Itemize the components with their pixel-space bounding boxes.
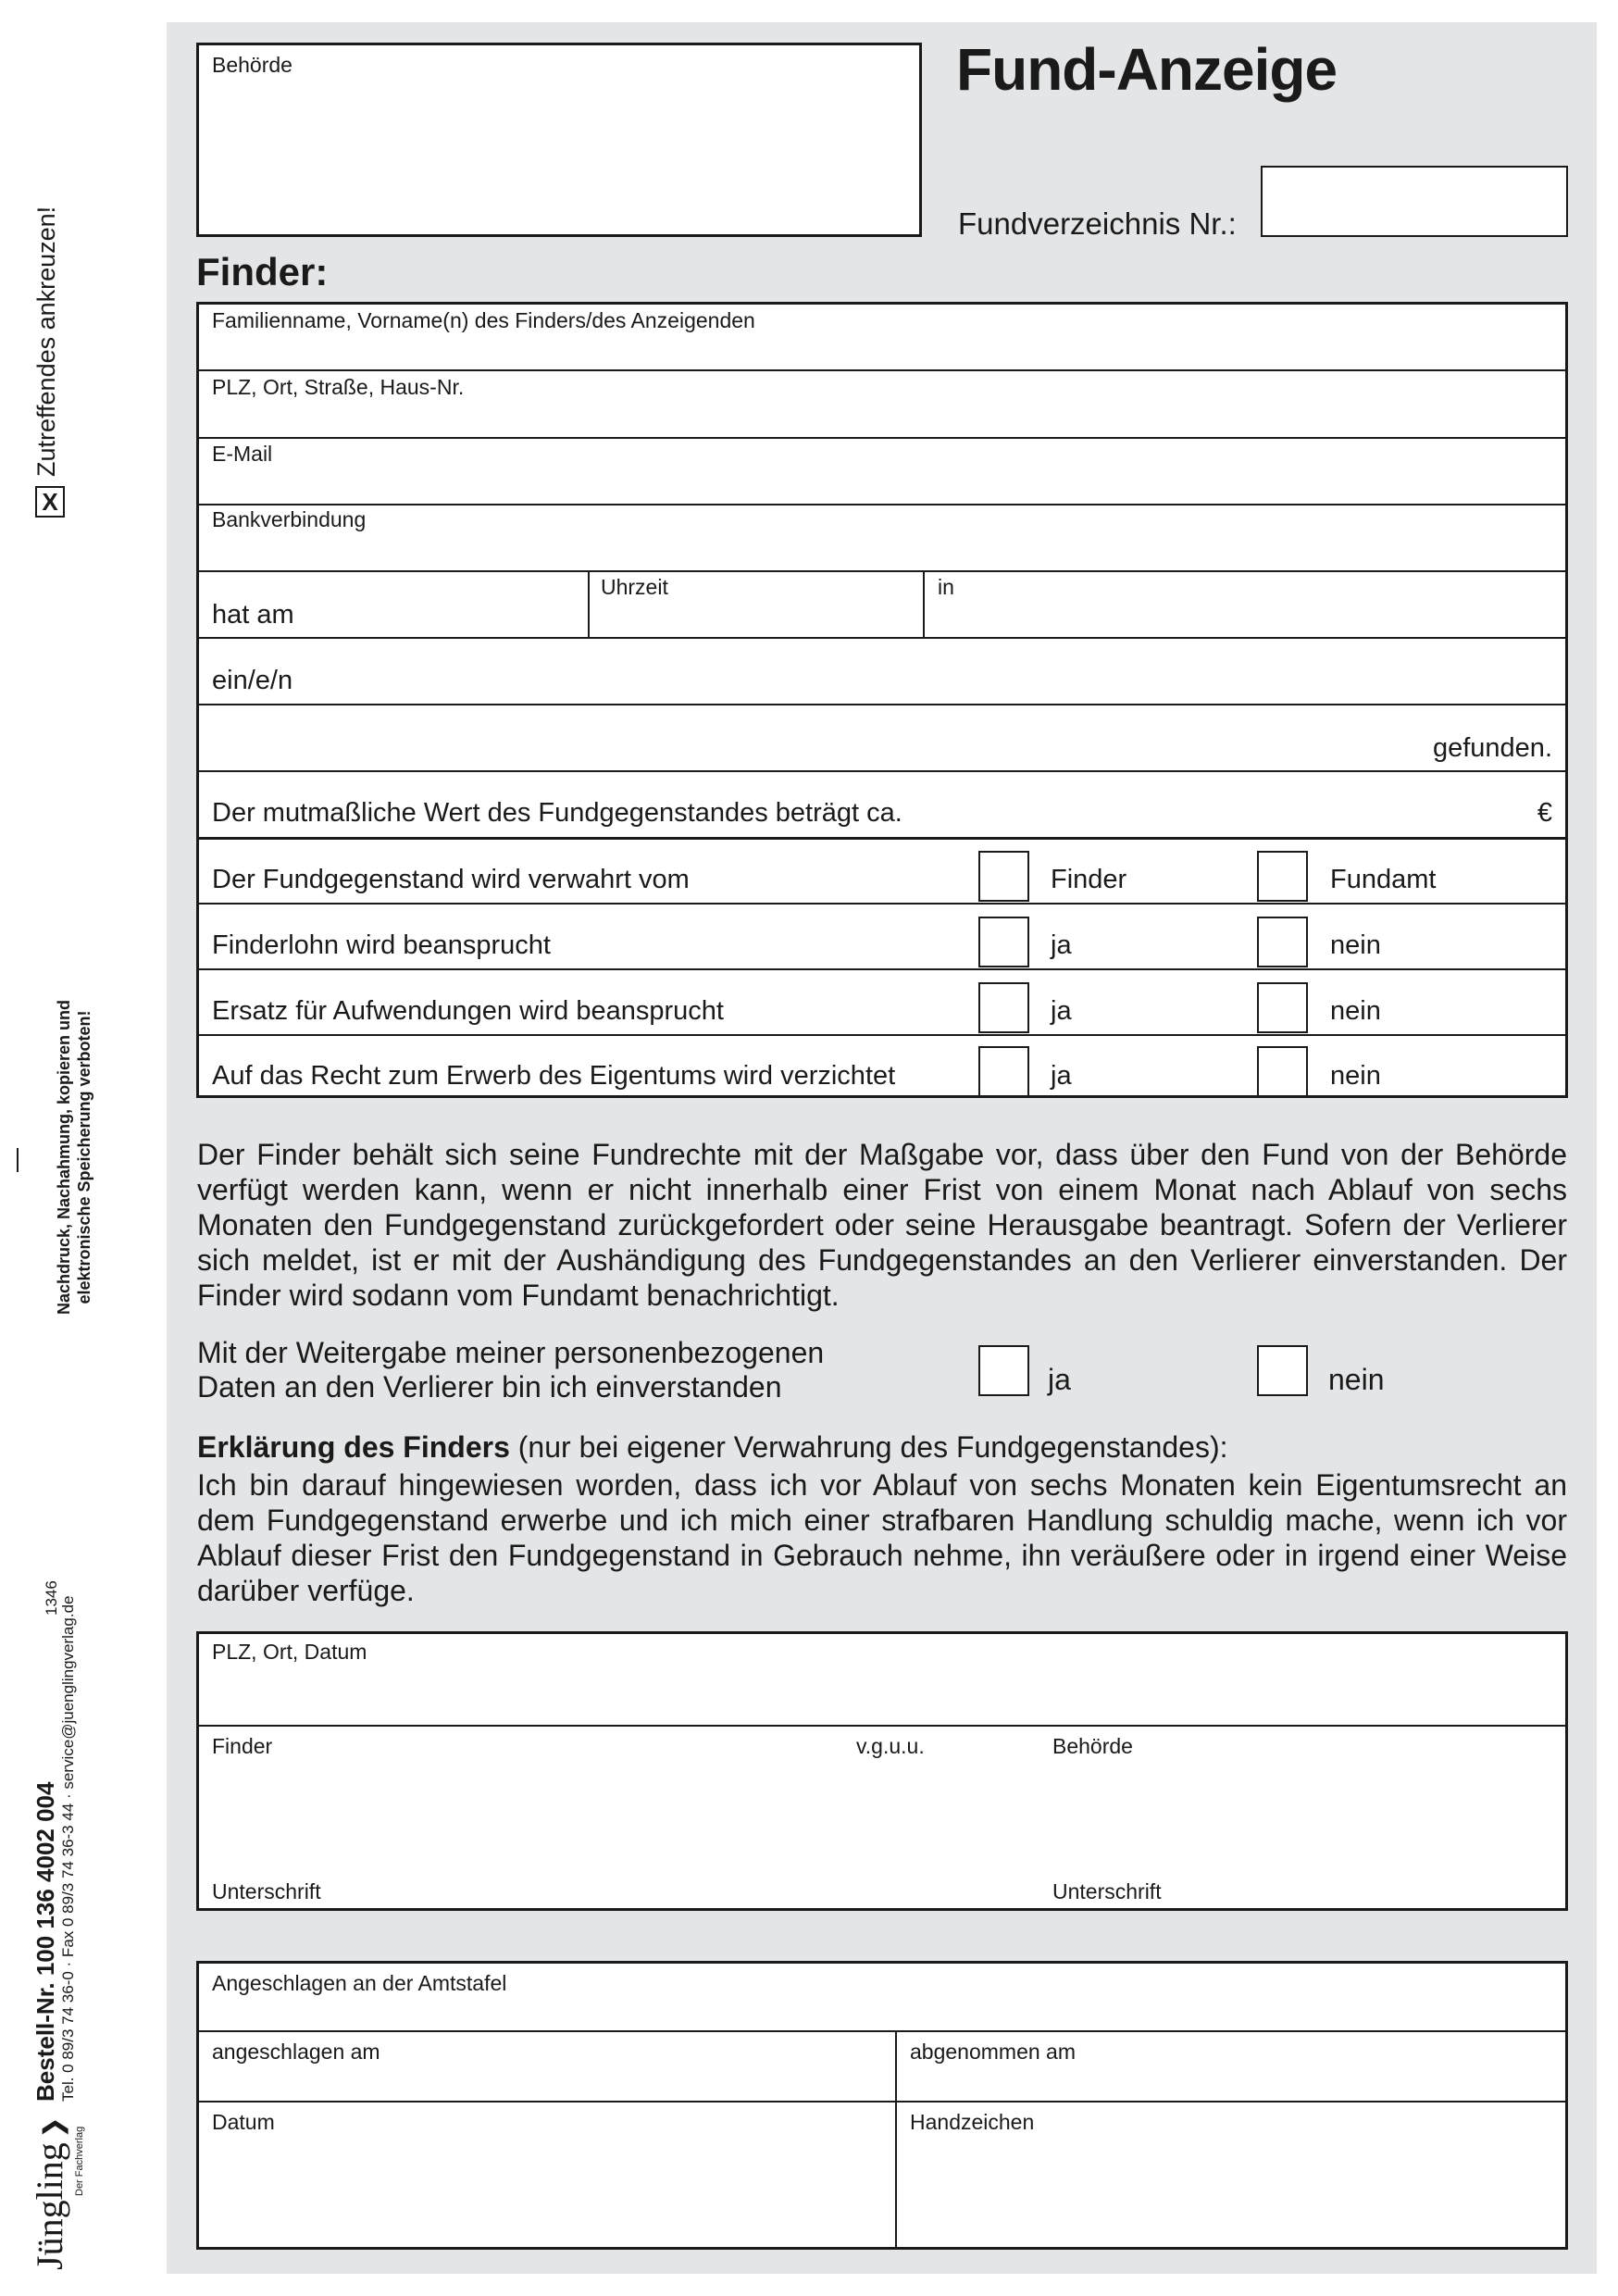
authority-box[interactable] [196, 43, 922, 237]
finder-signature-label: Finder [212, 1734, 273, 1758]
declaration-heading: Erklärung des Finders [197, 1430, 510, 1464]
place-label: in [938, 575, 954, 599]
copy-notice-line-1: Nachdruck, Nachahmung, kopieren und [55, 999, 73, 1316]
date-field[interactable] [199, 572, 588, 637]
option-question: Der Fundgegenstand wird verwahrt vom [212, 865, 690, 894]
finder-signature-caption: Unterschrift [212, 1879, 321, 1903]
form-number: 1346 [43, 1580, 60, 1616]
declaration-subheading: (nur bei eigener Verwahrung des Fundgegenstandes): [509, 1430, 1228, 1464]
option-label-2: nein [1330, 930, 1381, 960]
consent-line-2: Daten an den Verlierer bin ich einverstanden [197, 1370, 782, 1404]
posted-label: Angeschlagen an der Amtstafel [212, 1971, 507, 1995]
posted-on-label: angeschlagen am [212, 2040, 380, 2064]
currency-symbol: € [1537, 798, 1552, 828]
declaration-title [197, 1430, 1228, 1465]
finder-signature-field[interactable] [199, 1727, 1039, 1908]
order-number: Bestell-Nr. 100 136 4002 004 [31, 1781, 59, 2102]
option-label-2: Fundamt [1330, 865, 1437, 894]
name-field[interactable] [199, 305, 1565, 369]
address-label: PLZ, Ort, Straße, Haus-Nr. [212, 375, 465, 399]
divider [199, 968, 1565, 970]
item-label: ein/e/n [212, 666, 293, 695]
option-checkbox-1[interactable] [978, 1046, 1029, 1097]
address-field[interactable] [199, 371, 1565, 436]
option-question: Finderlohn wird beansprucht [212, 930, 551, 960]
consent-line-1: Mit der Weitergabe meiner personenbezogenen [197, 1336, 825, 1369]
brand-logo [28, 2116, 71, 2270]
option-question: Ersatz für Aufwendungen wird beansprucht [212, 996, 724, 1026]
option-label-2: nein [1330, 996, 1381, 1026]
option-checkbox-2[interactable] [1257, 1046, 1308, 1097]
place-field[interactable] [925, 572, 1565, 637]
page-title: Fund-Anzeige [956, 36, 1338, 103]
option-label-1: ja [1051, 1061, 1072, 1091]
declaration-paragraph: Ich bin darauf hingewiesen worden, dass ich vor Ablauf von sechs Monaten kein Eigentumsrecht an dem Fundgegenstand erwerbe und ich mich einer strafbaren Handlung schuldig mache, wenn ich vor Ablauf dieser Frist den Fundgegenstand in Gebrauch nehme, ihn veräußere oder in irgend einer Weise darüber verfüge. [197, 1468, 1567, 1607]
name-label: Familienname, Vorname(n) des Finders/des Anzeigenden [212, 308, 755, 332]
value-label: Der mutmaßliche Wert des Fundgegenstandes beträgt ca. [212, 798, 902, 828]
option-label-2: nein [1330, 1061, 1381, 1091]
copy-notice [54, 967, 94, 1347]
value-field[interactable] [199, 772, 1565, 837]
divider [199, 704, 1565, 705]
option-question: Auf das Recht zum Erwerb des Eigentums wird verzichtet [212, 1061, 896, 1091]
fold-mark [17, 1148, 19, 1172]
authority-label: Behörde [212, 53, 292, 77]
email-label: E-Mail [212, 442, 273, 466]
check-hint-text: Zutreffendes ankreuzen! [32, 206, 60, 477]
register-label: Fundverzeichnis Nr.: [958, 206, 1237, 241]
option-checkbox-1[interactable] [978, 982, 1029, 1033]
brand-subtitle: Der Fachverlag [74, 2126, 85, 2196]
copy-notice-line-2: elektronische Speicherung verboten! [75, 1010, 93, 1304]
removed-on-label: abgenommen am [910, 2040, 1076, 2064]
vguu-label: v.g.u.u. [856, 1734, 925, 1758]
consent-yes-label: ja [1048, 1363, 1071, 1396]
initials-label: Handzeichen [910, 2110, 1035, 2134]
found-label: gefunden. [1432, 733, 1552, 763]
posted-field[interactable] [199, 1964, 1565, 2030]
initials-field[interactable] [897, 2103, 1565, 2247]
brand-name: Jüngling [29, 2142, 70, 2270]
checkbox-hint [31, 206, 69, 528]
rights-paragraph: Der Finder behält sich seine Fundrechte mit der Maßgabe vor, dass über den Fund von der Behörde verfügt werden kann, wenn er nicht innerhalb einer Frist von einem Monat nach Ablauf von sechs Monaten den Fundgegenstand zurückgefordert oder seine Herausgabe beantragt. Sofern der Verlierer sich meldet, ist er mit der Aushändigung des Fundgegenstandes an den Verlierer einverstanden. Der Finder wird sodann vom Fundamt benachrichtigt. [197, 1138, 1567, 1312]
bank-label: Bankverbindung [212, 507, 367, 531]
divider [199, 903, 1565, 905]
check-mark-icon: X [42, 488, 58, 516]
authority-signature-caption: Unterschrift [1052, 1879, 1162, 1903]
option-label-1: ja [1051, 996, 1072, 1026]
removed-on-field[interactable] [897, 2032, 1565, 2101]
signature-table [196, 1631, 1568, 1911]
authority-signature-label: Behörde [1052, 1734, 1133, 1758]
place-date-label: PLZ, Ort, Datum [212, 1640, 367, 1664]
option-checkbox-1[interactable] [978, 851, 1029, 902]
option-label-1: ja [1051, 930, 1072, 960]
time-label: Uhrzeit [601, 575, 668, 599]
date-label: Datum [212, 2110, 275, 2134]
notice-board-table [196, 1961, 1568, 2250]
email-field[interactable] [199, 439, 1565, 504]
option-checkbox-2[interactable] [1257, 982, 1308, 1033]
contact-info: Tel. 0 89/3 74 36-0 · Fax 0 89/3 74 36-3 44 · service@juenglingverlag.de [59, 1595, 77, 2102]
place-date-field[interactable] [199, 1634, 1565, 1725]
option-checkbox-2[interactable] [1257, 917, 1308, 967]
posted-on-field[interactable] [199, 2032, 895, 2101]
register-number-field[interactable] [1261, 166, 1568, 237]
divider [199, 837, 1565, 840]
brand-arrow-icon: ❯ [39, 2116, 68, 2139]
finder-table [196, 302, 1568, 1098]
time-field[interactable] [590, 572, 923, 637]
bank-field[interactable] [199, 505, 1565, 570]
option-checkbox-2[interactable] [1257, 851, 1308, 902]
finder-heading: Finder: [196, 250, 329, 293]
check-example-box [35, 486, 65, 518]
consent-no-checkbox[interactable] [1257, 1345, 1308, 1396]
consent-yes-checkbox[interactable] [978, 1345, 1029, 1396]
option-checkbox-1[interactable] [978, 917, 1029, 967]
notice-date-field[interactable] [199, 2103, 895, 2247]
date-label: hat am [212, 600, 294, 630]
consent-no-label: nein [1328, 1363, 1385, 1396]
divider [199, 1034, 1565, 1036]
option-label-1: Finder [1051, 865, 1127, 894]
